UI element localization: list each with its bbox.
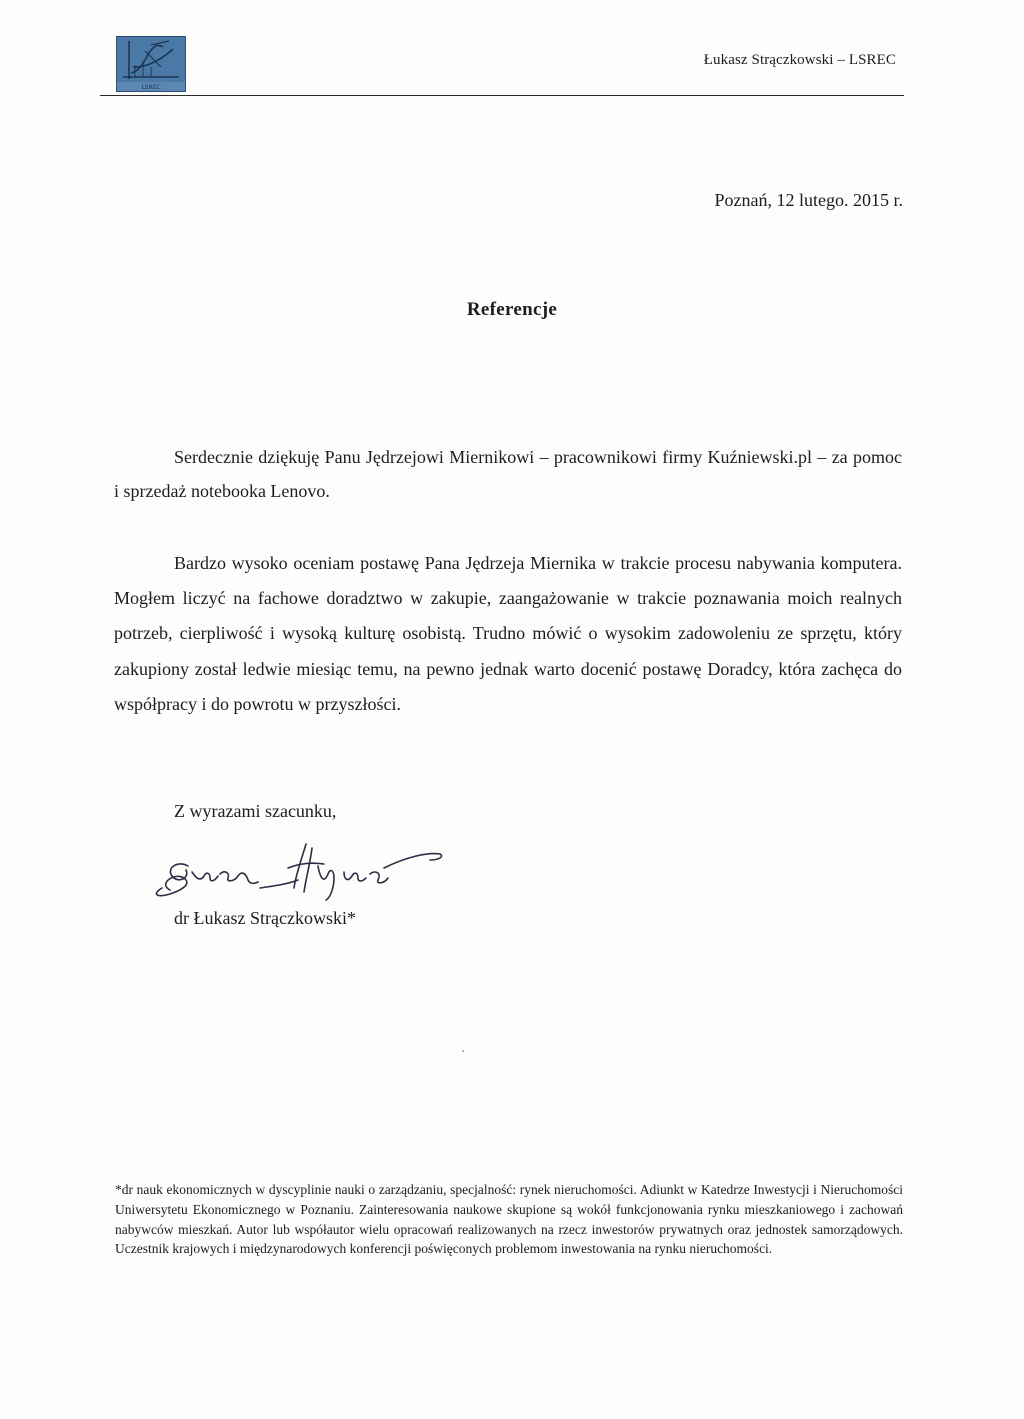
chart-logo-icon: [117, 37, 185, 91]
logo-text: LSREC: [141, 84, 161, 91]
footnote: *dr nauk ekonomicznych w dyscyplinie nauki o zarządzaniu, specjalność: rynek nieruchomości. Adiunkt w Katedrze Inwestycji i Nieruchomości Uniwersytetu Ekonomicznego w Poznaniu. Zainteresowania naukowe skupione są wokół funkcjonowania rynku mieszkaniowego i zachowań nabywców mieszkań. Autor lub współautor wielu opracowań realizowanych na rzecz inwestorów prywatnych oraz jednostek samorządowych. Uczestnik krajowych i międzynarodowych konferencji poświęconych problemom inwestowania na rynku nieruchomości.: [115, 1182, 903, 1257]
closing-phrase: Z wyrazami szacunku,: [174, 801, 337, 821]
header-name: Łukasz Strączkowski – LSREC: [703, 52, 896, 68]
letter-date: Poznań, 12 lutego. 2015 r.: [714, 190, 903, 210]
header-divider: [100, 95, 904, 96]
handwritten-signature: [148, 838, 444, 908]
signer-name: dr Łukasz Strączkowski*: [174, 908, 356, 928]
paper-speck: [462, 1050, 464, 1052]
company-logo: [116, 36, 186, 92]
paragraph-evaluation: Bardzo wysoko oceniam postawę Pana Jędrzeja Miernika w trakcie procesu nabywania komputera. Mogłem liczyć na fachowe doradztwo w zakupie, zaangażowanie w trakcie poznawania moich realnych potrzeb, cierpliwość i wysoką kulturę osobistą. Trudno mówić o wysokim zadowoleniu ze sprzętu, który zakupiony został ledwie miesiąc temu, na pewno jednak warto docenić postawę Doradcy, która zachęca do współpracy i do powrotu w przyszłości.: [114, 553, 902, 714]
signature-icon: [148, 838, 444, 908]
letter-title: Referencje: [466, 299, 558, 320]
paragraph-thanks: Serdecznie dziękuję Panu Jędrzejowi Miernikowi – pracownikowi firmy Kuźniewski.pl – za pomoc i sprzedaż notebooka Lenovo.: [114, 447, 902, 501]
